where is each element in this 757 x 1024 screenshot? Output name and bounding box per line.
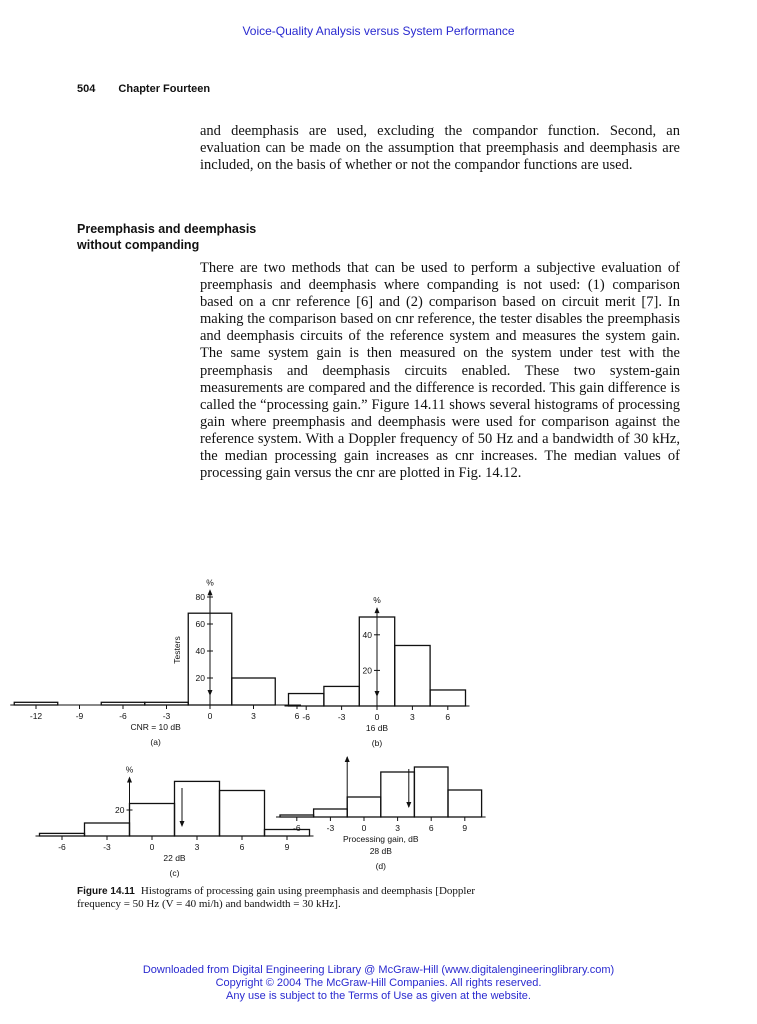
x-tick-label: 6	[428, 823, 434, 833]
x-tick-label: 9	[284, 842, 290, 852]
panel-subtitle: 28 dB	[369, 846, 392, 856]
histogram-a	[10, 577, 301, 747]
histogram-b	[285, 595, 470, 748]
figure-14-11	[29, 560, 480, 880]
panel-letter: (c)	[169, 868, 180, 878]
footer	[0, 964, 757, 1003]
x-tick-label: 9	[462, 823, 468, 833]
y-tick-label: 80	[195, 592, 205, 602]
histogram-bar	[347, 797, 381, 817]
section-heading	[77, 221, 256, 253]
median-arrow	[208, 690, 213, 696]
section-heading-line-1: Preemphasis and deemphasis	[77, 222, 257, 236]
x-axis-label: Processing gain, dB	[342, 834, 419, 844]
x-tick-label: -9	[75, 711, 84, 721]
x-tick-label: 0	[361, 823, 367, 833]
x-tick-label: -3	[337, 712, 346, 722]
figure-caption-text: Histograms of processing gain using preemphasis and deemphasis [Doppler frequency = 50 Hz (V = 40 mi/h) and bandwidth = 30 kHz].	[77, 885, 475, 910]
footer-terms-link[interactable]: Any use is subject to the Terms of Use as given at the website.	[226, 990, 531, 1002]
histogram-bar	[448, 790, 482, 817]
x-tick-label: 6	[239, 842, 245, 852]
y-unit-label: %	[125, 764, 134, 775]
panel-letter: (b)	[371, 738, 383, 748]
x-tick-label: -6	[58, 842, 66, 852]
y-tick-label: 20	[195, 673, 205, 683]
panel-subtitle: CNR = 10 dB	[130, 722, 181, 732]
y-axis-arrow	[127, 777, 132, 783]
histogram-bar	[232, 678, 276, 705]
median-arrow	[180, 821, 185, 827]
page-number: 504	[77, 83, 96, 95]
footer-download-link[interactable]: Downloaded from Digital Engineering Library @ McGraw-Hill (www.digitalengineeringlibrary.com)	[142, 964, 615, 976]
x-tick-label: 0	[374, 712, 380, 722]
figure-caption	[77, 885, 475, 911]
histogram-bar	[414, 767, 448, 817]
section-heading-line-2: without companding	[77, 238, 200, 252]
histogram-d	[276, 756, 486, 871]
body-paragraph-1: and deemphasis are used, excluding the compandor function. Second, an evaluation can be made on the assumption that preemphasis and deemphasis are included, on the basis of whether or not the compandor functions are used.	[200, 123, 680, 174]
histogram-bar	[289, 694, 324, 706]
x-tick-label: 3	[251, 711, 256, 721]
y-tick-label: 40	[195, 646, 205, 656]
histogram-bar	[430, 690, 465, 706]
median-arrow	[406, 802, 411, 808]
panel-letter: (d)	[375, 861, 386, 871]
x-tick-label: 3	[395, 823, 400, 833]
x-tick-label: -6	[119, 711, 127, 721]
chapter-title: Chapter Fourteen	[118, 83, 211, 95]
y-unit-label: %	[373, 595, 381, 606]
x-tick-label: 3	[194, 842, 200, 852]
histogram-bar	[220, 791, 265, 837]
x-tick-label: -3	[162, 711, 171, 721]
x-tick-label: -3	[103, 842, 111, 852]
footer-copyright-link[interactable]: Copyright © 2004 The McGraw-Hill Companies. All rights reserved.	[215, 977, 542, 989]
histogram-bar	[381, 772, 415, 817]
y-tick-label: 40	[362, 629, 372, 640]
histogram-bar	[145, 702, 189, 705]
x-tick-label: -12	[29, 711, 43, 721]
y-tick-label: 20	[362, 665, 372, 676]
page-line	[77, 83, 210, 95]
running-header: Voice-Quality Analysis versus System Performance	[242, 24, 515, 38]
panel-subtitle: 22 dB	[163, 853, 186, 863]
y-axis-arrow	[208, 589, 213, 595]
panel-subtitle: 16 dB	[365, 723, 389, 733]
y-axis-label: Testers	[172, 636, 182, 664]
x-tick-label: 3	[410, 712, 415, 722]
histogram-bar	[314, 809, 348, 817]
y-unit-label: %	[206, 577, 214, 588]
y-tick-label: 60	[195, 619, 205, 629]
histogram-bar	[130, 804, 175, 837]
histogram-bar	[265, 830, 310, 837]
histogram-bar	[85, 823, 130, 836]
y-tick-label: 20	[115, 805, 125, 815]
x-tick-label: 0	[149, 842, 155, 852]
histogram-bar	[14, 702, 58, 705]
y-axis-arrow	[375, 607, 380, 613]
panel-letter: (a)	[150, 737, 161, 747]
histogram-bar	[280, 815, 314, 817]
median-arrow	[375, 691, 380, 697]
x-tick-label: 6	[445, 712, 451, 722]
histogram-bar	[324, 686, 359, 706]
x-tick-label: -6	[293, 823, 301, 833]
figure-label: Figure 14.11	[77, 886, 135, 897]
histogram-bar	[175, 781, 220, 836]
y-axis-arrow	[345, 756, 350, 762]
x-tick-label: 6	[294, 711, 300, 721]
x-tick-label: -3	[326, 823, 335, 833]
x-tick-label: 0	[207, 711, 213, 721]
histogram-bar	[395, 645, 430, 706]
x-tick-label: -6	[302, 712, 310, 722]
body-paragraph-2: There are two methods that can be used to perform a subjective evaluation of preemphasis and deemphasis where companding is not used: (1) comparison based on a cnr reference [6] and (2) comparison based on circuit merit [7]. In making the comparison based on cnr reference, the tester disables the preemphasis and deemphasis circuits of the reference system and measures the system gain. The same system gain is then measured on the system under test with the preemphasis and deemphasis circuits enabled. These two system-gain measurements are compared and the difference is recorded. This gain difference is called the “processing gain.” Figure 14.11 shows several histograms of processing gain where preemphasis and deemphasis were used for comparison against the reference system. With a Doppler frequency of 50 Hz and a bandwidth of 30 kHz, the median processing gain increases as cnr increases. The median values of processing gain versus the cnr are plotted in Fig. 14.12.	[200, 260, 680, 482]
histogram-c	[36, 765, 314, 879]
histogram-bar	[101, 702, 145, 705]
histogram-bar	[40, 833, 85, 836]
